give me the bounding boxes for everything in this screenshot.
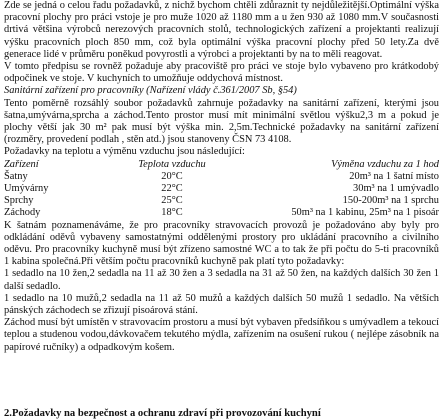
table-row: [4, 171, 439, 183]
table-cell: 150-200m³ na 1 sprchu: [342, 195, 439, 207]
next-section-heading: 2.Požadavky na bezpečnost a ochranu zdraví při provozování kuchyní: [4, 407, 321, 419]
table-cell: 50m³ na 1 kabinu, 25m³ na 1 pisoár: [291, 207, 439, 219]
table-header-cell: Výměna vzduchu za 1 hod: [331, 158, 439, 170]
table-header-cell: Zařízení: [4, 158, 39, 170]
table-cell: 25°C: [161, 195, 183, 207]
paragraph-sanitary: Tento poměrně rozsáhlý soubor požadavků zahrnuje požadavky na sanitární zařízení, kterými jsou šatna,umývárna,sprcha a záchod.Tento prostor musí mít minimální světlou výšku2,3 m a pokud je plochy větší jak 30 m² pak musí být výška min. 2,5m.Technické požadavky na sanitární zařízení (rozměry, provedení podlah , stěn atd.) jsou stanoveny ČSN 73 4108.: [4, 97, 439, 146]
table-row: [4, 195, 439, 207]
table-cell: Sprchy: [4, 195, 34, 207]
table-row: [4, 183, 439, 195]
table-cell: Umývárny: [4, 183, 49, 195]
paragraph-rest: V tomto předpisu se rovněž požaduje aby pracoviště pro práci ve stoje bylo vybaveno pro krátkodobý odpočinek ve stoje. V kuchyních to umožňuje oddychová místnost.: [4, 61, 439, 85]
paragraph-toilet-equipment: Záchod musí být umístěn v stravovacím prostoru a musí být vybaven předsíňkou s umývadlem a tekoucí teplou a studenou vodou,dávkovačem tekutého mýdla, zařízením na osušení rukou ( nejlépe zásobník na papírové ručníky) a odpadkovým košem.: [4, 317, 439, 353]
table-cell: 18°C: [161, 207, 183, 219]
table-header-row: [4, 159, 439, 171]
paragraph-men-toilets: 1 sedadlo na 10 mužů,2 sedadla na 11 až 50 mužů a každých dalších 50 mužů 1 sedadlo. Na větších pánských záchodech se zřizují pisoárová stání.: [4, 292, 439, 317]
table-cell: 20m³ na 1 šatní místo: [349, 170, 439, 182]
table-cell: Šatny: [4, 170, 28, 182]
table-cell: 30m³ na 1 umývadlo: [353, 183, 439, 195]
paragraph-ergonomics: Zde se jedná o celou řadu požadavků, z nichž bychom chtěli zdůraznit ty nejdůležitější.Optimální výška pracovní plochy pro práci vstoje je pro muže 1020 až 1180 mm a u žen 930 až 1080 mm.V současnosti drtivá většina výrobců nerezových pracovních stolů, technologických zařízení a projektanti realizují výšku pracovních ploch 850 mm, což byla optimální výška pracovní plochy před 50 lety.Za dvě generace lidé v průměru poněkud povyrostli a výrobci a projektanti by na to měli reagovat.: [4, 0, 439, 60]
paragraph-women-toilets: 1 sedadlo na 10 žen,2 sedadla na 11 až 30 žen a 3 sedadla na 31 až 50 žen, na každých dalších 30 žen 1 další sedadlo.: [4, 268, 439, 292]
table-cell: Záchody: [4, 207, 41, 219]
table-cell: 20°C: [161, 170, 183, 182]
table-header-cell: Teplota vzduchu: [138, 158, 206, 170]
paragraph-temperature-intro: Požadavky na teplotu a výměnu vzduchu jsou následující:: [4, 146, 245, 158]
temperature-table: [4, 159, 439, 220]
section-heading-sanitary: Sanitární zařízení pro pracovníky (Nařízení vlády č.361/2007 Sb, §54): [4, 85, 297, 97]
paragraph-changing-rooms: K šatnám poznamenáváme, že pro pracovníky stravovacích provozů je požadováno aby byly pro odkládání oděvů vybaveny samostatnými oddělenými prostory pro ukládání pracovního a civilního oděvu. Pro pracovníky kuchyně musí být zřízeno samostné WC a to tak že při počtu do 5-ti pracovníků 1 kabina společná.Při větším počtu pracovníků kuchyně pak platí tyto požadavky:: [4, 219, 439, 268]
table-row: [4, 207, 439, 219]
table-cell: 22°C: [161, 183, 183, 195]
